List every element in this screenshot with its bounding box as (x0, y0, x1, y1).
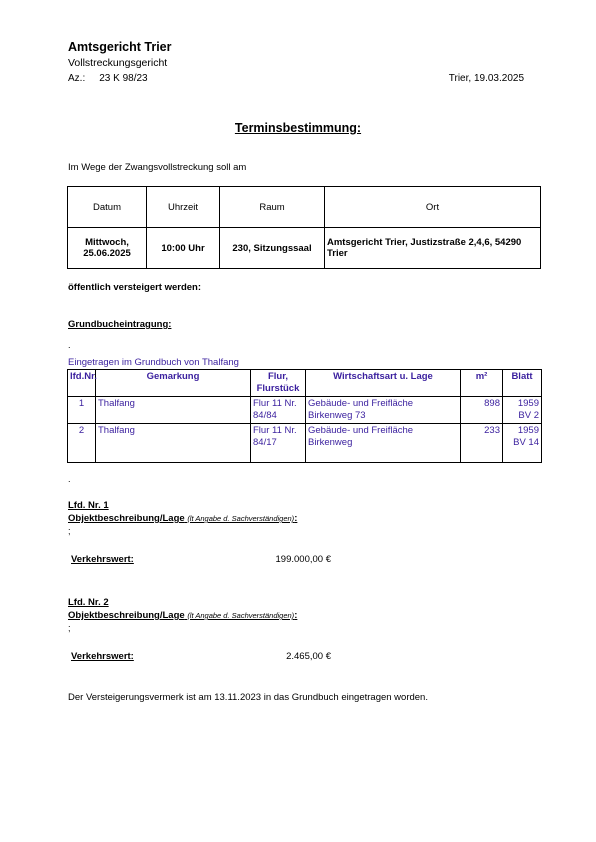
file-number (68, 73, 148, 84)
header-blatt: Blatt (503, 370, 542, 397)
appointment-table (67, 186, 541, 269)
table-row (68, 397, 542, 424)
cell-wirtschaftsart: Gebäude- und Freifläche Birkenweg (306, 424, 461, 463)
separator-dot: . (68, 474, 71, 484)
land-register-table (67, 369, 542, 463)
cell-wirtschaftsart: Gebäude- und Freifläche Birkenweg 73 (306, 397, 461, 424)
auction-statement: öffentlich versteigert werden: (68, 282, 202, 293)
file-number-value: 23 K 98/23 (99, 73, 148, 84)
cell-lfd: 2 (68, 424, 96, 463)
cell-m2: 233 (461, 424, 503, 463)
land-register-heading: Grundbucheintragung: (68, 319, 172, 330)
description-note: (lt Angabe d. Sachverständigen) (187, 514, 295, 523)
object-1-description-label (68, 513, 297, 524)
header-flur: Flur, Flurstück (251, 370, 306, 397)
cell-flur: Flur 11 Nr. 84/17 (251, 424, 306, 463)
value-uhrzeit: 10:00 Uhr (147, 228, 220, 269)
cell-flur: Flur 11 Nr. 84/84 (251, 397, 306, 424)
separator-dot: . (68, 340, 71, 350)
place-date: Trier, 19.03.2025 (448, 73, 524, 84)
object-2-number: Lfd. Nr. 2 (68, 597, 109, 608)
object-2-description-value: ; (68, 623, 71, 633)
court-name: Amtsgericht Trier (68, 40, 172, 54)
registered-in: Eingetragen im Grundbuch von Thalfang (68, 357, 239, 368)
object-1-value-label: Verkehrswert: (71, 554, 134, 565)
cell-blatt: 1959 BV 14 (503, 424, 542, 463)
cell-gemarkung: Thalfang (96, 397, 251, 424)
object-2-description-label (68, 610, 297, 621)
object-1-description-value: ; (68, 526, 71, 536)
value-ort: Amtsgericht Trier, Justizstraße 2,4,6, 54290 Trier (325, 228, 541, 269)
table-row (68, 424, 542, 463)
cell-blatt: 1959 BV 2 (503, 397, 542, 424)
cell-gemarkung: Thalfang (96, 424, 251, 463)
header-uhrzeit: Uhrzeit (147, 187, 220, 228)
description-label-text: Objektbeschreibung/Lage (68, 610, 185, 621)
object-1-value: 199.000,00 € (275, 554, 331, 565)
final-note: Der Versteigerungsvermerk ist am 13.11.2023 in das Grundbuch eingetragen worden. (68, 692, 428, 703)
description-label-text: Objektbeschreibung/Lage (68, 513, 185, 524)
header-wirtschaftsart: Wirtschaftsart u. Lage (306, 370, 461, 397)
document-title: Terminsbestimmung: (234, 121, 362, 135)
description-colon: : (294, 513, 298, 524)
header-raum: Raum (220, 187, 325, 228)
value-datum: Mittwoch, 25.06.2025 (68, 228, 147, 269)
file-number-label: Az.: (68, 73, 86, 84)
header-lfd-nr: lfd.Nr. (68, 370, 96, 397)
object-2-value: 2.465,00 € (286, 651, 331, 662)
object-2-value-label: Verkehrswert: (71, 651, 134, 662)
header-gemarkung: Gemarkung (96, 370, 251, 397)
cell-lfd: 1 (68, 397, 96, 424)
value-raum: 230, Sitzungssaal (220, 228, 325, 269)
intro-text: Im Wege der Zwangsvollstreckung soll am (68, 162, 247, 173)
object-1-number: Lfd. Nr. 1 (68, 500, 109, 511)
department: Vollstreckungsgericht (68, 57, 168, 69)
cell-m2: 898 (461, 397, 503, 424)
header-ort: Ort (325, 187, 541, 228)
description-colon: : (294, 610, 298, 621)
description-note: (lt Angabe d. Sachverständigen) (187, 611, 295, 620)
header-datum: Datum (68, 187, 147, 228)
header-m2: m² (461, 370, 503, 397)
